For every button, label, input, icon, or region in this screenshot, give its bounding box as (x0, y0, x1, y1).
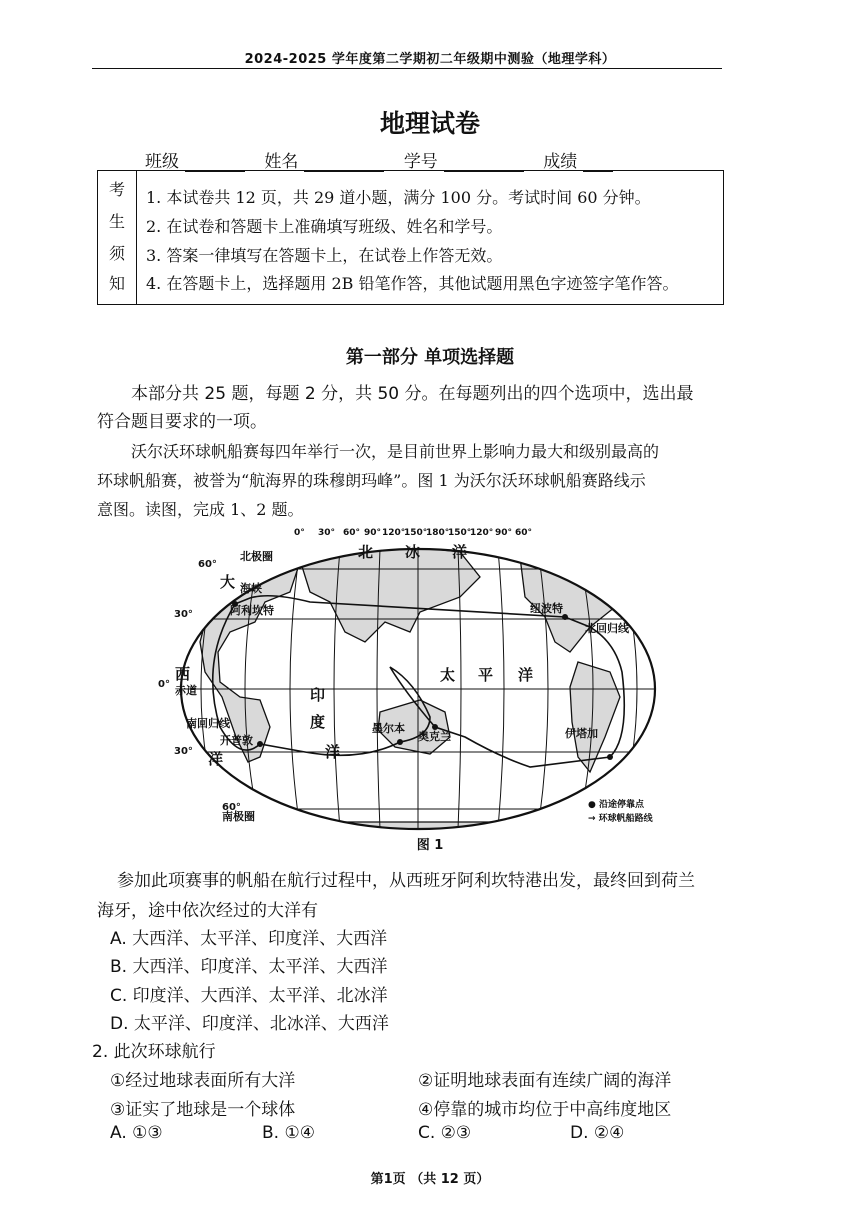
map-label: 印 (310, 686, 326, 704)
notice-side-char: 生 (108, 212, 125, 231)
map-label: 伊塔加 (565, 727, 598, 740)
figure-caption: 图 1 (416, 838, 444, 853)
exam-header: 2024-2025 学年度第二学期初二年级期中测验（地理学科） (244, 52, 616, 67)
q2-statement-3: ③证实了地球是一个球体 (110, 1100, 296, 1120)
top-tick-label: 120° (382, 528, 406, 538)
top-tick-label: 90° (364, 528, 382, 538)
notice-line: 1. 本试卷共 12 页，共 29 道小题，满分 100 分。考试时间 60 分钟。 (146, 188, 651, 207)
lat-label: 30° (174, 609, 193, 620)
notice-side-label (98, 171, 137, 304)
question-context (97, 437, 727, 524)
route-map-figure (160, 522, 680, 842)
q2-statement-4: ④停靠的城市均位于中高纬度地区 (418, 1100, 672, 1120)
stop-point (257, 741, 263, 747)
stop-point (607, 754, 613, 760)
exam-notice-box (97, 170, 724, 305)
map-label: 南回归线 (186, 717, 230, 730)
q2-statement-2: ②证明地球表面有连续广阔的海洋 (418, 1071, 672, 1091)
notice-line: 4. 在答题卡上，选择题用 2B 铅笔作答，其他试题用黑色字迹签字笔作答。 (146, 274, 679, 293)
stop-point (397, 739, 403, 745)
lat-label: 30° (174, 746, 193, 757)
id-label: 学号 (403, 152, 438, 172)
map-label: 南极圈 (222, 810, 255, 823)
map-label: 阿利坎特 (230, 604, 274, 617)
top-tick-label: 90° (495, 528, 513, 538)
notice-side-char: 知 (108, 274, 125, 293)
context-line: 环球帆船赛，被誉为“航海界的珠穆朗玛峰”。图 1 为沃尔沃环球帆船赛路线示 (97, 471, 646, 490)
q1-option-b[interactable]: B. 大西洋、印度洋、太平洋、大西洋 (110, 957, 388, 977)
q1-option-d[interactable]: D. 太平洋、印度洋、北冰洋、大西洋 (110, 1014, 389, 1034)
notice-line: 3. 答案一律填写在答题卡上，在试卷上作答无效。 (146, 246, 503, 265)
map-label: 洋 (518, 666, 534, 684)
map-label: 太 (440, 666, 456, 684)
map-label: 西 (175, 665, 191, 683)
map-label: 纽波特 (530, 602, 563, 615)
q1-option-a[interactable]: A. 大西洋、太平洋、印度洋、大西洋 (110, 929, 388, 949)
class-label: 班级 (145, 152, 179, 172)
page-title: 地理试卷 (379, 109, 480, 138)
lat-label: 60° (222, 802, 241, 813)
q1-stem-line: 参加此项赛事的帆船在航行过程中，从西班牙阿利坎特港出发，最终回到荷兰 (117, 871, 695, 891)
name-label: 姓名 (264, 152, 299, 172)
intro-line: 本部分共 25 题，每题 2 分，共 50 分。在每题列出的四个选项中，选出最 (131, 384, 694, 404)
lat-label: 0° (158, 679, 170, 690)
context-line: 意图。读图，完成 1、2 题。 (97, 500, 304, 519)
top-tick-label: 60° (343, 528, 361, 538)
map-label: 大 (220, 573, 236, 591)
top-tick-label: 150° (448, 528, 472, 538)
part-title: 第一部分 单项选择题 (345, 347, 515, 368)
part-intro (97, 380, 727, 436)
page-footer: 第1页 （共 12 页） (370, 1172, 490, 1187)
q2-stem: 2. 此次环球航行 (92, 1042, 216, 1062)
legend-stop: ● 沿途停靠点 (588, 800, 644, 810)
map-label: 赤道 (175, 684, 197, 697)
map-label: 平 (478, 666, 494, 684)
legend-route: → 环球帆船路线 (588, 814, 653, 824)
q2-statement-1: ①经过地球表面所有大洋 (110, 1071, 296, 1091)
context-line: 沃尔沃环球帆船赛每四年举行一次，是目前世界上影响力最大和级别最高的 (131, 442, 660, 461)
map-label: 开普敦 (220, 734, 253, 747)
top-tick-label: 0° (294, 528, 305, 538)
map-label: 北回归线 (585, 622, 629, 635)
q2-option-a[interactable]: A. ①③ (110, 1123, 163, 1143)
map-label: 北极圈 (240, 550, 273, 563)
top-tick-label: 180° (426, 528, 450, 538)
q2-option-b[interactable]: B. ①④ (262, 1123, 315, 1143)
top-tick-label: 60° (515, 528, 533, 538)
notice-side-char: 考 (108, 180, 125, 199)
top-tick-label: 30° (318, 528, 336, 538)
lat-label: 60° (198, 559, 217, 570)
map-label: 海峡 (240, 582, 262, 595)
top-tick-label: 150° (404, 528, 428, 538)
q1-stem-line: 海牙，途中依次经过的大洋有 (97, 901, 318, 921)
notice-line: 2. 在试卷和答题卡上准确填写班级、姓名和学号。 (146, 217, 503, 236)
q2-option-c[interactable]: C. ②③ (418, 1123, 472, 1143)
q1-option-c[interactable]: C. 印度洋、大西洋、太平洋、北冰洋 (110, 986, 388, 1006)
map-label: 墨尔本 (372, 722, 405, 735)
map-label: 洋 (452, 543, 468, 561)
map-label: 北 (358, 543, 374, 561)
score-label: 成绩 (543, 152, 578, 172)
map-label: 奥克兰 (418, 730, 451, 743)
student-info-row (145, 147, 627, 172)
route-map (160, 522, 680, 842)
map-label: 度 (310, 713, 326, 731)
map-label: 洋 (208, 750, 224, 768)
top-tick-label: 120° (470, 528, 494, 538)
header-divider (92, 68, 722, 69)
map-label: 冰 (405, 543, 421, 561)
intro-line: 符合题目要求的一项。 (97, 412, 267, 432)
notice-side-char: 须 (108, 244, 125, 263)
q2-option-d[interactable]: D. ②④ (570, 1123, 625, 1143)
map-label: 洋 (325, 743, 341, 761)
